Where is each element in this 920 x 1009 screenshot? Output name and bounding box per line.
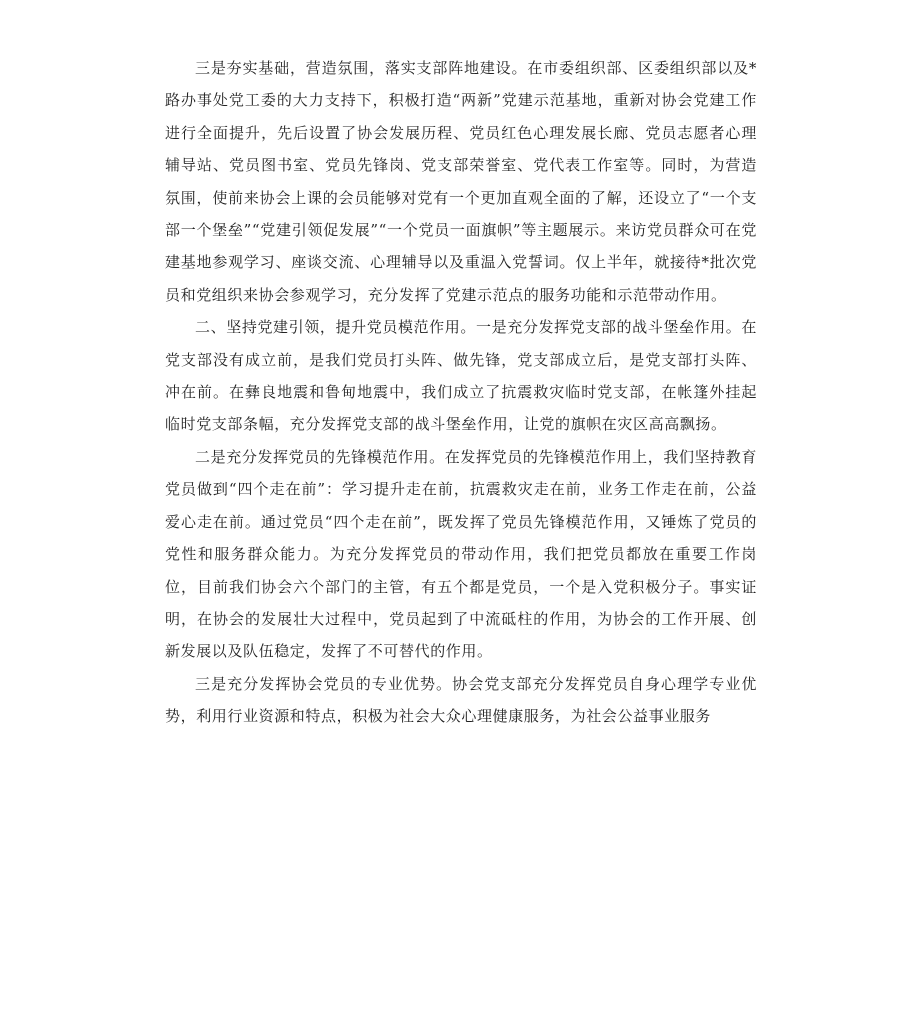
paragraph-vanguard-role: 二是充分发挥党员的先锋模范作用。在发挥党员的先锋模范作用上，我们坚持教育党员做到“四个走在前”：学习提升走在前，抗震救灾走在前，业务工作走在前，公益爱心走在前。通过党员“四个走在前”，既发挥了党员先锋模范作用，又锤炼了党员的党性和服务群众能力。为充分发挥党员的带动作用，我们把党员都放在重要工作岗位，目前我们协会六个部门的主管，有五个都是党员，一个是入党积极分子。事实证明，在协会的发展壮大过程中，党员起到了中流砥柱的作用，为协会的工作开展、创新发展以及队伍稳定，发挥了不可替代的作用。 (165, 447, 757, 661)
paragraph-base-building: 三是夯实基础，营造氛围，落实支部阵地建设。在市委组织部、区委组织部以及*路办事处党工委的大力支持下，积极打造“两新”党建示范基地，重新对协会党建工作进行全面提升，先后设置了协会发展历程、党员红色心理发展长廊、党员志愿者心理辅导站、党员图书室、党员先锋岗、党支部荣誉室、党代表工作室等。同时，为营造氛围，使前来协会上课的会员能够对党有一个更加直观全面的了解，还设立了“一个支部一个堡垒”“党建引领促发展”“一个党员一面旗帜”等主题展示。来访党员群众可在党建基地参观学习、座谈交流、心理辅导以及重温入党誓词。仅上半年，就接待*批次党员和党组织来协会参观学习，充分发挥了党建示范点的服务功能和示范带动作用。 (165, 59, 757, 304)
document-body (165, 52, 757, 733)
paragraph-party-leadership: 二、坚持党建引领，提升党员模范作用。一是充分发挥党支部的战斗堡垒作用。在党支部没有成立前，是我们党员打头阵、做先锋，党支部成立后，是党支部打头阵、冲在前。在彝良地震和鲁甸地震中，我们成立了抗震救灾临时党支部，在帐篷外挂起临时党支部条幅，充分发挥党支部的战斗堡垒作用，让党的旗帜在灾区高高飘扬。 (165, 318, 757, 434)
paragraph-professional-advantage: 三是充分发挥协会党员的专业优势。协会党支部充分发挥党员自身心理学专业优势，利用行业资源和特点，积极为社会大众心理健康服务，为社会公益事业服务 (165, 674, 757, 726)
